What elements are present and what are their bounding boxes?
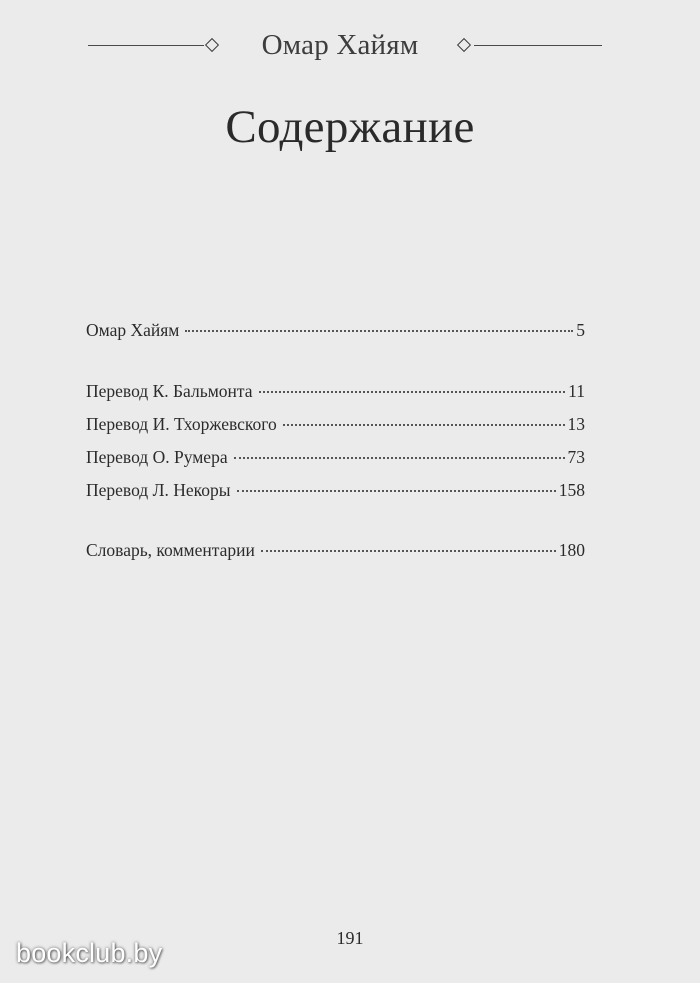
toc-entry bbox=[86, 447, 585, 471]
toc-entry-title: Перевод К. Бальмонта bbox=[86, 381, 253, 401]
page-title: Содержание bbox=[225, 101, 475, 153]
header-rule-right bbox=[474, 45, 602, 46]
dot-leader bbox=[234, 457, 565, 459]
toc-entry bbox=[86, 381, 585, 405]
watermark: bookclub.by bbox=[16, 938, 163, 968]
toc-entry-title: Омар Хайям bbox=[86, 320, 180, 340]
page-number: 191 bbox=[336, 928, 364, 948]
dot-leader bbox=[259, 391, 566, 393]
toc-entry bbox=[86, 480, 585, 504]
toc-entry-title: Перевод И. Тхоржевского bbox=[86, 414, 277, 434]
toc-entry-page: 180 bbox=[558, 540, 585, 560]
toc-entry bbox=[86, 540, 585, 564]
toc-entry-page: 13 bbox=[567, 414, 585, 434]
dot-leader bbox=[237, 490, 556, 492]
running-header bbox=[0, 26, 700, 70]
toc-entry-page: 158 bbox=[558, 480, 585, 500]
dot-leader bbox=[185, 330, 573, 332]
diamond-ornament-icon bbox=[457, 38, 471, 52]
toc-entry-title: Словарь, комментарии bbox=[86, 540, 255, 560]
toc-entry-page: 73 bbox=[567, 447, 585, 467]
header-rule-left bbox=[88, 45, 204, 46]
toc-entry-page: 5 bbox=[576, 320, 585, 340]
toc-entry bbox=[86, 320, 585, 344]
toc-entry bbox=[86, 414, 585, 438]
running-header-title: Омар Хайям bbox=[261, 29, 419, 61]
dot-leader bbox=[283, 424, 565, 426]
toc-entry-title: Перевод Л. Некоры bbox=[86, 480, 231, 500]
toc-entry-page: 11 bbox=[568, 381, 585, 401]
diamond-ornament-icon bbox=[205, 38, 219, 52]
dot-leader bbox=[261, 550, 556, 552]
toc-entry-title: Перевод О. Румера bbox=[86, 447, 228, 467]
